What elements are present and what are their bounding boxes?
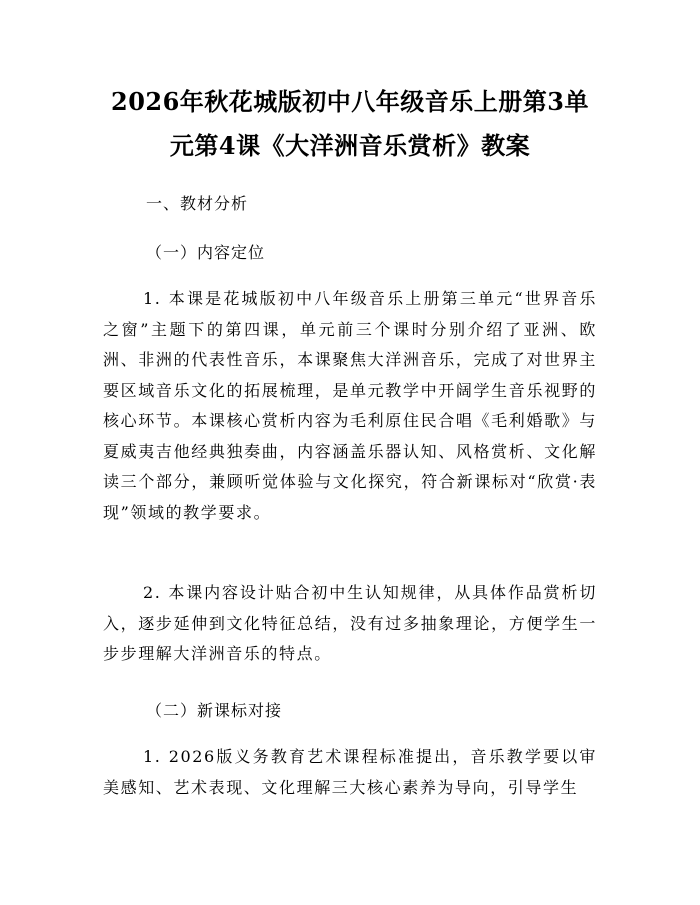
subsection-heading-new-curriculum-alignment: （二）新课标对接	[146, 701, 283, 720]
document-title-line-1: 2026年秋花城版初中八年级音乐上册第3单	[111, 87, 589, 116]
section-heading-teaching-material-analysis: 一、教材分析	[146, 194, 249, 213]
document-title-line-2: 元第4课《大洋洲音乐赏析》教案	[169, 131, 531, 160]
paragraph-1: 1. 本课是花城版初中八年级音乐上册第三单元“世界音乐之窗”主题下的第四课，单元前三个课时分别介绍了亚洲、欧洲、非洲的代表性音乐，本课聚焦大洋洲音乐，完成了对世界主要区域音乐文化的拓展梳理，是单元教学中开阔学生音乐视野的核心环节。本课核心赏析内容为毛利原住民合唱《毛利婚歌》与夏威夷吉他经典独奏曲，内容涵盖乐器认知、风格赏析、文化解读三个部分，兼顾听觉体验与文化探究，符合新课标对“欣赏·表现”领域的教学要求。	[103, 289, 597, 522]
paragraph-2: 2. 本课内容设计贴合初中生认知规律，从具体作品赏析切入，逐步延伸到文化特征总结，没有过多抽象理论，方便学生一步步理解大洋洲音乐的特点。	[103, 583, 597, 663]
subsection-heading-content-positioning: （一）内容定位	[146, 243, 266, 262]
paragraph-3: 1. 2026版义务教育艺术课程标准提出，音乐教学要以审美感知、艺术表现、文化理解三大核心素养为导向，引导学生	[103, 747, 597, 797]
